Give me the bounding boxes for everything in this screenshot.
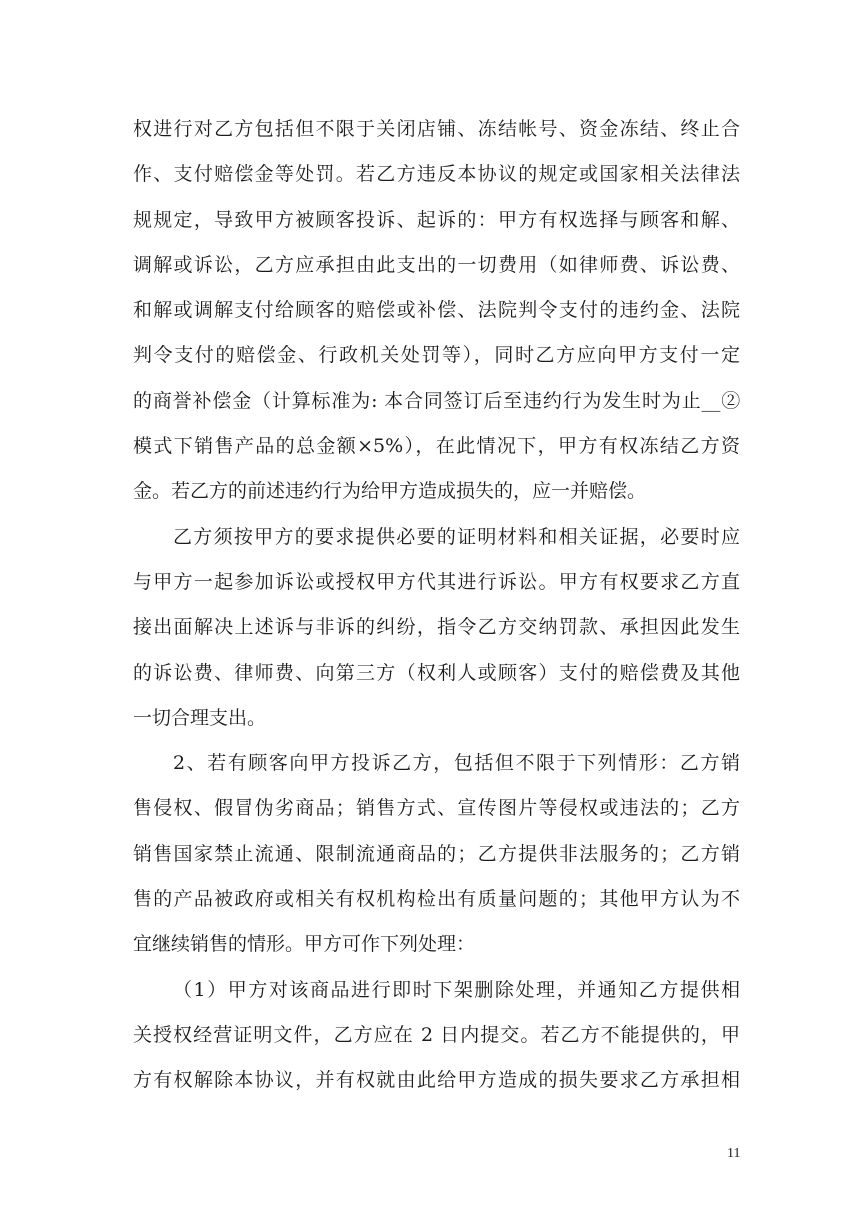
- text-line: 的诉讼费、律师费、向第三方（权利人或顾客）支付的赔偿费及其他: [133, 661, 740, 684]
- body-text: [133, 107, 740, 1104]
- text-line: 判令支付的赔偿金、行政机关处罚等），同时乙方应向甲方支付一定: [133, 344, 740, 367]
- paragraph-evidence: [133, 515, 740, 741]
- text-line: 方有权解除本协议，并有权就由此给甲方造成的损失要求乙方承担相: [133, 1069, 740, 1092]
- paragraph-clause-2: [133, 741, 740, 967]
- text-line: （1）甲方对该商品进行即时下架删除处理，并通知乙方提供相: [173, 978, 740, 1001]
- text-line: 乙方须按甲方的要求提供必要的证明材料和相关证据，必要时应: [173, 525, 740, 548]
- text-line: 作、支付赔偿金等处罚。若乙方违反本协议的规定或国家相关法律法: [133, 163, 740, 186]
- paragraph-clause-2-item-1: [133, 968, 740, 1104]
- page-number: 11: [727, 1146, 741, 1161]
- text-line: 调解或诉讼，乙方应承担由此支出的一切费用（如律师费、诉讼费、: [133, 253, 740, 276]
- text-line: 销售国家禁止流通、限制流通商品的；乙方提供非法服务的；乙方销: [133, 842, 740, 865]
- text-line: 模式下销售产品的总金额×5%），在此情况下，甲方有权冻结乙方资: [133, 435, 740, 458]
- text-line: 2、若有顾客向甲方投诉乙方，包括但不限于下列情形：乙方销: [173, 752, 740, 775]
- text-line: 规规定，导致甲方被顾客投诉、起诉的：甲方有权选择与顾客和解、: [133, 208, 740, 231]
- text-line: 的商誉补偿金（计算标准为: 本合同签订后至违约行为发生时为止__②: [133, 389, 740, 412]
- text-line: 一切合理支出。: [133, 706, 267, 729]
- paragraph-penalties: [133, 107, 740, 515]
- text-line: 关授权经营证明文件，乙方应在 2 日内提交。若乙方不能提供的，甲: [133, 1023, 740, 1046]
- text-line: 和解或调解支付给顾客的赔偿或补偿、法院判令支付的违约金、法院: [133, 299, 740, 322]
- text-line: 接出面解决上述诉与非诉的纠纷，指令乙方交纳罚款、承担因此发生: [133, 616, 740, 639]
- text-line: 权进行对乙方包括但不限于关闭店铺、冻结帐号、资金冻结、终止合: [133, 118, 740, 140]
- text-line: 金。若乙方的前述违约行为给甲方造成损失的，应一并赔偿。: [133, 480, 647, 503]
- text-line: 售侵权、假冒伪劣商品；销售方式、宣传图片等侵权或违法的；乙方: [133, 797, 740, 820]
- text-line: 与甲方一起参加诉讼或授权甲方代其进行诉讼。甲方有权要求乙方直: [133, 570, 740, 593]
- text-line: 宜继续销售的情形。甲方可作下列处理：: [133, 933, 476, 956]
- text-line: 售的产品被政府或相关有权机构检出有质量问题的；其他甲方认为不: [133, 888, 740, 911]
